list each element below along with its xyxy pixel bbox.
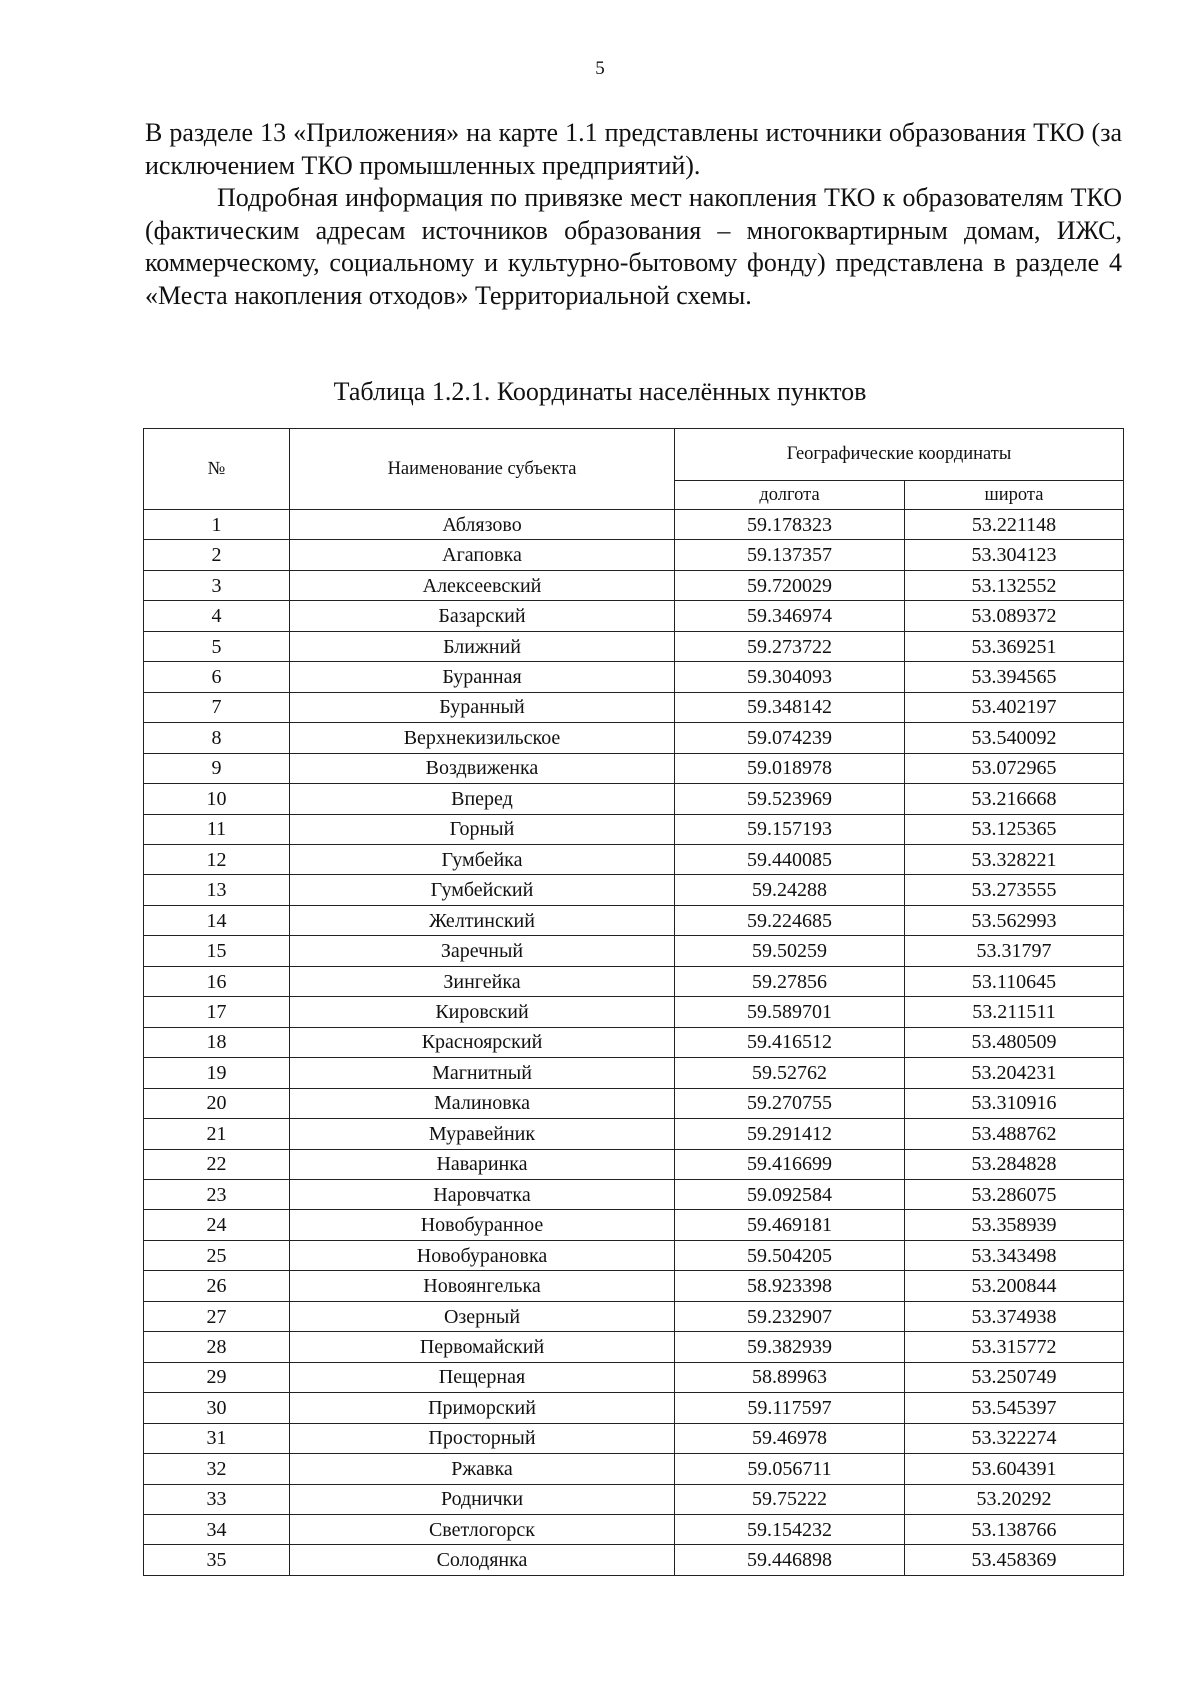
longitude: 59.291412 xyxy=(675,1119,905,1149)
intro-text xyxy=(145,117,1122,313)
settlement-name: Вперед xyxy=(290,784,675,814)
table-row xyxy=(144,540,1124,570)
settlement-name: Магнитный xyxy=(290,1058,675,1088)
table-row xyxy=(144,1362,1124,1392)
table-row xyxy=(144,1210,1124,1240)
row-number: 13 xyxy=(144,875,290,905)
longitude: 59.056711 xyxy=(675,1454,905,1484)
latitude: 53.374938 xyxy=(905,1301,1124,1331)
table-row xyxy=(144,723,1124,753)
settlement-name: Агаповка xyxy=(290,540,675,570)
header-number: № xyxy=(144,429,290,510)
longitude: 59.46978 xyxy=(675,1423,905,1453)
latitude: 53.358939 xyxy=(905,1210,1124,1240)
longitude: 59.469181 xyxy=(675,1210,905,1240)
table-header xyxy=(144,429,1124,510)
latitude: 53.604391 xyxy=(905,1454,1124,1484)
settlement-name: Пещерная xyxy=(290,1362,675,1392)
row-number: 25 xyxy=(144,1240,290,1270)
longitude: 59.092584 xyxy=(675,1179,905,1209)
row-number: 28 xyxy=(144,1332,290,1362)
coordinates-table xyxy=(143,428,1124,1576)
longitude: 59.224685 xyxy=(675,905,905,935)
settlement-name: Новобурановка xyxy=(290,1240,675,1270)
longitude: 58.923398 xyxy=(675,1271,905,1301)
latitude: 53.20292 xyxy=(905,1484,1124,1514)
table-row xyxy=(144,1179,1124,1209)
settlement-name: Горный xyxy=(290,814,675,844)
longitude: 59.137357 xyxy=(675,540,905,570)
latitude: 53.089372 xyxy=(905,601,1124,631)
table-row xyxy=(144,1027,1124,1057)
table-row xyxy=(144,1240,1124,1270)
table-row xyxy=(144,1332,1124,1362)
settlement-name: Заречный xyxy=(290,936,675,966)
row-number: 17 xyxy=(144,997,290,1027)
table-row xyxy=(144,1119,1124,1149)
longitude: 59.416512 xyxy=(675,1027,905,1057)
settlement-name: Первомайский xyxy=(290,1332,675,1362)
latitude: 53.072965 xyxy=(905,753,1124,783)
longitude: 59.24288 xyxy=(675,875,905,905)
settlement-name: Алексеевский xyxy=(290,570,675,600)
latitude: 53.545397 xyxy=(905,1393,1124,1423)
table-row xyxy=(144,1058,1124,1088)
latitude: 53.31797 xyxy=(905,936,1124,966)
table-row xyxy=(144,1088,1124,1118)
header-coordinates: Географические координаты xyxy=(675,429,1124,481)
table-row xyxy=(144,1271,1124,1301)
latitude: 53.273555 xyxy=(905,875,1124,905)
header-name: Наименование субъекта xyxy=(290,429,675,510)
latitude: 53.284828 xyxy=(905,1149,1124,1179)
page-number: 5 xyxy=(595,58,605,79)
row-number: 2 xyxy=(144,540,290,570)
settlement-name: Гумбейка xyxy=(290,844,675,874)
table-row xyxy=(144,997,1124,1027)
row-number: 16 xyxy=(144,966,290,996)
table-row xyxy=(144,1514,1124,1544)
row-number: 3 xyxy=(144,570,290,600)
settlement-name: Ближний xyxy=(290,631,675,661)
settlement-name: Буранный xyxy=(290,692,675,722)
row-number: 4 xyxy=(144,601,290,631)
longitude: 59.504205 xyxy=(675,1240,905,1270)
settlement-name: Буранная xyxy=(290,662,675,692)
row-number: 14 xyxy=(144,905,290,935)
settlement-name: Красноярский xyxy=(290,1027,675,1057)
row-number: 34 xyxy=(144,1514,290,1544)
longitude: 59.416699 xyxy=(675,1149,905,1179)
table-row xyxy=(144,753,1124,783)
table-row xyxy=(144,1301,1124,1331)
latitude: 53.125365 xyxy=(905,814,1124,844)
table-row xyxy=(144,692,1124,722)
row-number: 35 xyxy=(144,1545,290,1575)
row-number: 18 xyxy=(144,1027,290,1057)
row-number: 20 xyxy=(144,1088,290,1118)
latitude: 53.216668 xyxy=(905,784,1124,814)
longitude: 59.346974 xyxy=(675,601,905,631)
latitude: 53.540092 xyxy=(905,723,1124,753)
latitude: 53.132552 xyxy=(905,570,1124,600)
row-number: 8 xyxy=(144,723,290,753)
latitude: 53.402197 xyxy=(905,692,1124,722)
table-row xyxy=(144,1545,1124,1575)
settlement-name: Новоянгелька xyxy=(290,1271,675,1301)
table-row xyxy=(144,1454,1124,1484)
row-number: 21 xyxy=(144,1119,290,1149)
settlement-name: Ржавка xyxy=(290,1454,675,1484)
settlement-name: Просторный xyxy=(290,1423,675,1453)
longitude: 59.304093 xyxy=(675,662,905,692)
longitude: 59.270755 xyxy=(675,1088,905,1118)
row-number: 5 xyxy=(144,631,290,661)
settlement-name: Кировский xyxy=(290,997,675,1027)
table-row xyxy=(144,1484,1124,1514)
header-latitude: широта xyxy=(905,481,1124,510)
settlement-name: Верхнекизильское xyxy=(290,723,675,753)
table-row xyxy=(144,510,1124,540)
row-number: 6 xyxy=(144,662,290,692)
paragraph-1: В разделе 13 «Приложения» на карте 1.1 представлены источники образования ТКО (за исключением ТКО промышленных предприятий). xyxy=(145,118,1122,180)
settlement-name: Зингейка xyxy=(290,966,675,996)
longitude: 59.27856 xyxy=(675,966,905,996)
latitude: 53.221148 xyxy=(905,510,1124,540)
longitude: 59.720029 xyxy=(675,570,905,600)
settlement-name: Наваринка xyxy=(290,1149,675,1179)
longitude: 59.589701 xyxy=(675,997,905,1027)
paragraph-2: Подробная информация по привязке мест накопления ТКО к образователям ТКО (фактическим адресам источников образования – многоквартирным домам, ИЖС, коммерческому, социальному и культурно-бытовому фонду) представлена в разделе 4 «Места накопления отходов» Территориальной схемы. xyxy=(145,183,1122,310)
latitude: 53.488762 xyxy=(905,1119,1124,1149)
row-number: 12 xyxy=(144,844,290,874)
row-number: 23 xyxy=(144,1179,290,1209)
row-number: 11 xyxy=(144,814,290,844)
row-number: 1 xyxy=(144,510,290,540)
table-row xyxy=(144,875,1124,905)
settlement-name: Новобуранное xyxy=(290,1210,675,1240)
table-row xyxy=(144,631,1124,661)
row-number: 26 xyxy=(144,1271,290,1301)
latitude: 53.304123 xyxy=(905,540,1124,570)
latitude: 53.458369 xyxy=(905,1545,1124,1575)
row-number: 7 xyxy=(144,692,290,722)
row-number: 24 xyxy=(144,1210,290,1240)
table-row xyxy=(144,966,1124,996)
settlement-name: Муравейник xyxy=(290,1119,675,1149)
settlement-name: Наровчатка xyxy=(290,1179,675,1209)
settlement-name: Гумбейский xyxy=(290,875,675,905)
settlement-name: Малиновка xyxy=(290,1088,675,1118)
longitude: 59.446898 xyxy=(675,1545,905,1575)
latitude: 53.322274 xyxy=(905,1423,1124,1453)
latitude: 53.315772 xyxy=(905,1332,1124,1362)
settlement-name: Базарский xyxy=(290,601,675,631)
settlement-name: Озерный xyxy=(290,1301,675,1331)
table-row xyxy=(144,1423,1124,1453)
longitude: 59.440085 xyxy=(675,844,905,874)
table-row xyxy=(144,601,1124,631)
longitude: 59.75222 xyxy=(675,1484,905,1514)
row-number: 32 xyxy=(144,1454,290,1484)
row-number: 29 xyxy=(144,1362,290,1392)
longitude: 59.157193 xyxy=(675,814,905,844)
longitude: 59.348142 xyxy=(675,692,905,722)
longitude: 59.50259 xyxy=(675,936,905,966)
header-longitude: долгота xyxy=(675,481,905,510)
row-number: 15 xyxy=(144,936,290,966)
row-number: 30 xyxy=(144,1393,290,1423)
row-number: 31 xyxy=(144,1423,290,1453)
row-number: 10 xyxy=(144,784,290,814)
latitude: 53.286075 xyxy=(905,1179,1124,1209)
longitude: 59.273722 xyxy=(675,631,905,661)
table-row xyxy=(144,784,1124,814)
latitude: 53.200844 xyxy=(905,1271,1124,1301)
table-row xyxy=(144,662,1124,692)
table-row xyxy=(144,844,1124,874)
longitude: 59.178323 xyxy=(675,510,905,540)
longitude: 58.89963 xyxy=(675,1362,905,1392)
settlement-name: Желтинский xyxy=(290,905,675,935)
settlement-name: Воздвиженка xyxy=(290,753,675,783)
latitude: 53.204231 xyxy=(905,1058,1124,1088)
settlement-name: Светлогорск xyxy=(290,1514,675,1544)
table-caption: Таблица 1.2.1. Координаты населённых пунктов xyxy=(333,377,867,406)
table-row xyxy=(144,936,1124,966)
table-row xyxy=(144,1149,1124,1179)
longitude: 59.232907 xyxy=(675,1301,905,1331)
longitude: 59.117597 xyxy=(675,1393,905,1423)
row-number: 27 xyxy=(144,1301,290,1331)
longitude: 59.154232 xyxy=(675,1514,905,1544)
longitude: 59.074239 xyxy=(675,723,905,753)
latitude: 53.250749 xyxy=(905,1362,1124,1392)
latitude: 53.562993 xyxy=(905,905,1124,935)
settlement-name: Аблязово xyxy=(290,510,675,540)
table-row xyxy=(144,570,1124,600)
row-number: 22 xyxy=(144,1149,290,1179)
table-row xyxy=(144,814,1124,844)
settlement-name: Роднички xyxy=(290,1484,675,1514)
row-number: 19 xyxy=(144,1058,290,1088)
table-row xyxy=(144,1393,1124,1423)
table-row xyxy=(144,905,1124,935)
row-number: 33 xyxy=(144,1484,290,1514)
longitude: 59.382939 xyxy=(675,1332,905,1362)
latitude: 53.110645 xyxy=(905,966,1124,996)
latitude: 53.211511 xyxy=(905,997,1124,1027)
settlement-name: Приморский xyxy=(290,1393,675,1423)
latitude: 53.343498 xyxy=(905,1240,1124,1270)
latitude: 53.480509 xyxy=(905,1027,1124,1057)
latitude: 53.394565 xyxy=(905,662,1124,692)
latitude: 53.369251 xyxy=(905,631,1124,661)
latitude: 53.328221 xyxy=(905,844,1124,874)
latitude: 53.138766 xyxy=(905,1514,1124,1544)
table-body xyxy=(144,510,1124,1576)
longitude: 59.523969 xyxy=(675,784,905,814)
settlement-name: Солодянка xyxy=(290,1545,675,1575)
row-number: 9 xyxy=(144,753,290,783)
longitude: 59.018978 xyxy=(675,753,905,783)
longitude: 59.52762 xyxy=(675,1058,905,1088)
latitude: 53.310916 xyxy=(905,1088,1124,1118)
